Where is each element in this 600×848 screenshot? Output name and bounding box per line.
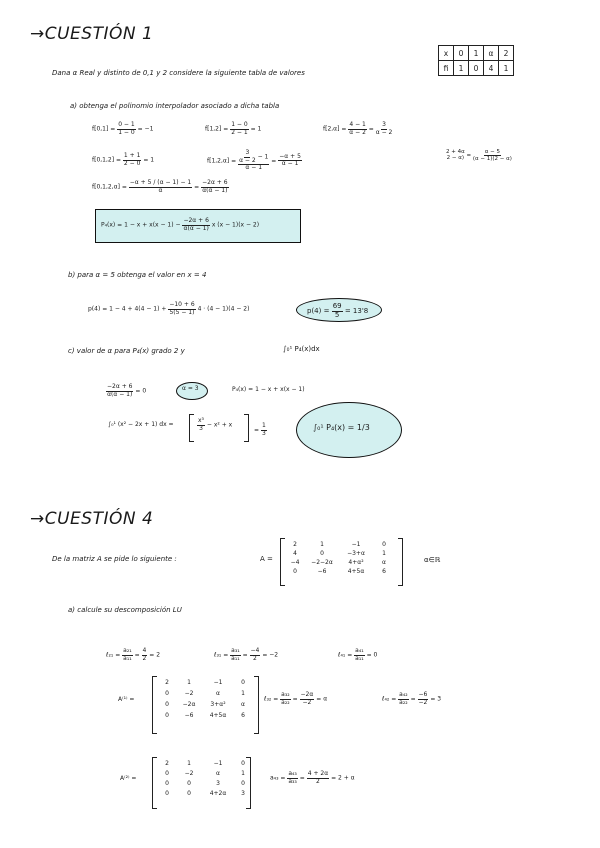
table-cell: 1 bbox=[469, 46, 484, 61]
matrix-bracket-right bbox=[254, 676, 259, 734]
section-title-q1: →CUESTIÓN 1 bbox=[30, 24, 154, 44]
multiplier-l31: ℓ₃₁ = $\frac{\text{a₃₁}}{\text{a₁₁}}$ = $\frac{-4}{2}$ = −2 bbox=[214, 647, 279, 662]
table-cell: 4 bbox=[484, 61, 499, 76]
matrix-bracket-left bbox=[152, 676, 157, 734]
multiplier-l42: ℓ₄₂ = $\frac{\text{a₄₂}}{\text{a₂₂}}$ = $\frac{-6}{-2}$ = 3 bbox=[382, 691, 442, 706]
antiderivative: $\frac{\text{x³}}{3}$ − x² + x bbox=[198, 417, 233, 432]
table-cell: fi bbox=[439, 61, 454, 76]
divided-diff-012: f[0,1,2] = $\frac{1 + 1}{2 - 0}$ = 1 bbox=[92, 152, 155, 167]
table-cell: 0 bbox=[469, 61, 484, 76]
multiplier-l32: ℓ₃₂ = $\frac{\text{a₃₂}}{\text{a₂₂}}$ = $\frac{-2\alpha}{-2}$ = α bbox=[264, 691, 328, 706]
table-cell: 2 bbox=[499, 46, 514, 61]
alpha-domain: α∈ℝ bbox=[424, 556, 441, 564]
matrix-a2-name: A⁽²⁾ = bbox=[120, 775, 137, 782]
side-computation: 2 + 4α 2 − α) = $\frac{\alpha - 5}{(\alpha - 1)(2 - \alpha)}$ bbox=[446, 149, 512, 163]
multiplier-l21: ℓ₂₁ = $\frac{\text{a₂₁}}{\text{a₁₁}}$ = $\frac{4}{2}$ = 2 bbox=[106, 647, 161, 662]
alpha-equation: $\frac{-2\alpha + 6}{\alpha(\alpha - 1)}$ = 0 bbox=[107, 383, 147, 398]
table-cell: 0 bbox=[454, 46, 469, 61]
q1-part-a-label: a) obtenga el polinomio interpolador asociado a dicha tabla bbox=[70, 102, 280, 110]
reduced-polynomial: P₄(x) = 1 − x + x(x − 1) bbox=[232, 386, 305, 393]
alpha-result: α = 3 bbox=[182, 385, 199, 392]
divided-diff-12: f[1,2] = $\frac{1 - 0}{2 - 1}$ = 1 bbox=[205, 121, 262, 136]
matrix-bracket-right bbox=[246, 757, 251, 809]
matrix-a1: 2 1 −1 0 0 −2 α 1 0 −2α 3+α² α 0 −6 4+5α 6 bbox=[165, 679, 245, 719]
table-row bbox=[439, 46, 514, 61]
values-table bbox=[438, 45, 514, 76]
table-cell: 1 bbox=[454, 61, 469, 76]
divided-diff-2a: f[2,α] = $\frac{4 - 1}{\alpha - 2}$ = $\frac{3}{\alpha - 2}$ bbox=[323, 121, 393, 136]
integral-value: = $\frac{1}{3}$ bbox=[254, 422, 266, 437]
integral-condition: ∫₀¹ P₄(x)dx bbox=[283, 345, 320, 353]
q1-intro: Dana α Real y distinto de 0,1 y 2 considere la siguiente tabla de valores bbox=[52, 69, 305, 77]
matrix-bracket-left bbox=[280, 538, 285, 586]
q1-part-c-label: c) valor de α para P₄(x) grado 2 y bbox=[68, 347, 185, 355]
bracket-right bbox=[244, 414, 249, 442]
q4-part-a-label: a) calcule su descomposición LU bbox=[68, 606, 182, 614]
matrix-a-name: A = bbox=[260, 555, 273, 563]
integral-final-result: ∫₀¹ P₄(x) = 1/3 bbox=[313, 423, 370, 432]
table-cell: x bbox=[439, 46, 454, 61]
table-row bbox=[439, 61, 514, 76]
matrix-a2: 2 1 −1 0 0 −2 α 1 0 0 3 0 0 0 4+2α 3 bbox=[165, 760, 245, 797]
multiplier-l43: a₄₃ = $\frac{\text{a₄₃}}{\text{a₃₃}}$ = $\frac{4 + 2\alpha}{2}$ = 2 + α bbox=[270, 770, 355, 785]
p4-evaluation: p(4) = 1 − 4 + 4(4 − 1) + $\frac{-10 + 6}{5(5 - 1)}$ 4 · (4 − 1)(4 − 2) bbox=[88, 301, 250, 316]
matrix-a: 2 1 −1 0 4 0 −3+α 1 −4 −2−2α 4+α² α 0 −6 4+5α 6 bbox=[290, 541, 386, 575]
matrix-bracket-right bbox=[398, 538, 403, 586]
q4-intro: De la matriz A se pide lo siguiente : bbox=[52, 555, 177, 563]
q1-part-b-label: b) para α = 5 obtenga el valor en x = 4 bbox=[68, 271, 207, 279]
divided-diff-012a: f[0,1,2,α] = $\frac{-\alpha + 5 / (\alpha - 1) - 1}{\alpha}$ = $\frac{-2\alpha + 6}{\alpha(\alpha - 1)}$ bbox=[92, 179, 228, 194]
matrix-bracket-left bbox=[152, 757, 157, 809]
divided-diff-01: f[0,1] = $\frac{0 - 1}{1 - 0}$ = −1 bbox=[92, 121, 154, 136]
p4-result: p(4) = $\frac{69}{5}$ = 13'8 bbox=[307, 302, 369, 319]
table-cell: 1 bbox=[499, 61, 514, 76]
integral-computation: ∫₀¹ (x² − 2x + 1) dx = bbox=[108, 421, 174, 428]
matrix-a1-name: A⁽¹⁾ = bbox=[118, 696, 135, 703]
interpolating-polynomial: P₄(x) = 1 − x + x(x − 1) − $\frac{-2\alpha + 6}{\alpha(\alpha - 1)}$ x (x − 1)(x − 2) bbox=[101, 217, 260, 232]
divided-diff-12a: f[1,2,α] = $\frac{3}{\alpha - 2}$ − 1 α − 1 = $\frac{-\alpha + 5}{\alpha - 1}$ bbox=[207, 149, 301, 172]
table-cell: α bbox=[484, 46, 499, 61]
multiplier-l41: ℓ₄₁ = $\frac{\text{a₄₁}}{\text{a₁₁}}$ = 0 bbox=[338, 647, 378, 662]
section-title-q4: →CUESTIÓN 4 bbox=[30, 509, 154, 529]
bracket-left bbox=[189, 414, 194, 442]
